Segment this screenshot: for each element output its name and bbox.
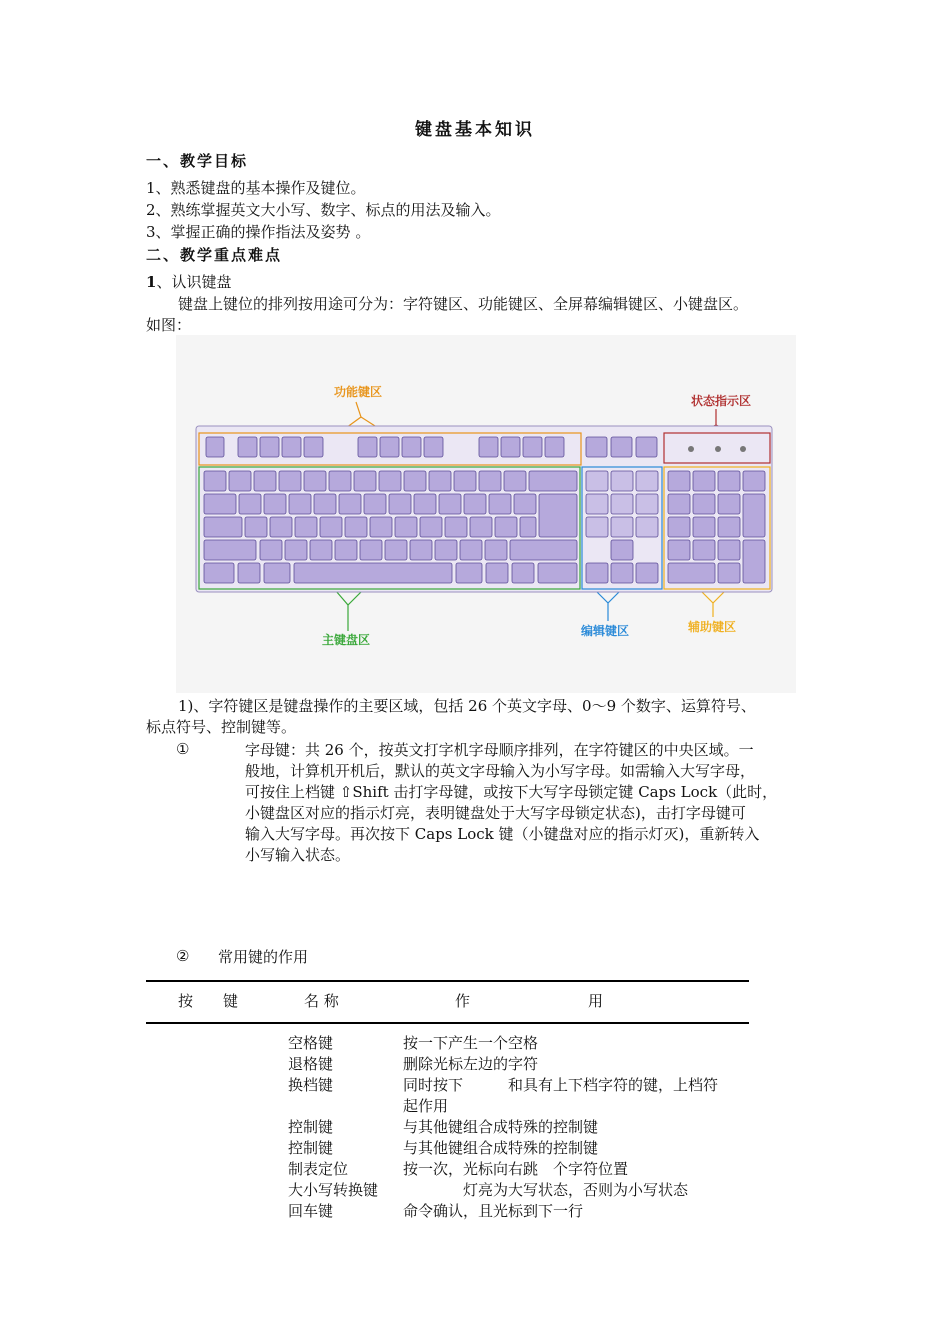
keyboard-key	[743, 494, 765, 537]
keyboard-key	[445, 517, 467, 537]
common-keys-heading: 常用键的作用	[218, 948, 309, 966]
keyboard-key	[495, 517, 517, 537]
key-name: 大小写转换键	[288, 1181, 379, 1199]
keyboard-key	[282, 437, 301, 457]
keyboard-key	[718, 494, 740, 514]
keyboard-key	[279, 471, 301, 491]
keyboard-key	[320, 517, 342, 537]
key-name: 控制键	[288, 1118, 334, 1136]
subheading-text: 、认识键盘	[156, 273, 232, 291]
keyboard-key	[586, 471, 608, 491]
indicator-light	[688, 446, 694, 452]
keyboard-key	[289, 494, 311, 514]
table-row	[288, 1075, 719, 1096]
edit-zone-pointer	[608, 591, 620, 603]
keyboard-diagram	[176, 335, 796, 693]
keyboard-key	[586, 494, 608, 514]
keyboard-key	[743, 540, 765, 583]
keyboard-key	[204, 540, 256, 560]
subheading-keyboard	[146, 272, 231, 293]
table-header-function-2: 用	[588, 992, 604, 1010]
keyboard-key	[238, 437, 257, 457]
keyboard-key	[204, 494, 236, 514]
keyboard-key	[380, 437, 399, 457]
key-function: 按一下产生一个空格	[403, 1034, 539, 1052]
key-function: 命令确认，且光标到下一行	[403, 1202, 584, 1220]
goal-item: 2、熟练掌握英文大小写、数字、标点的用法及输入。	[146, 201, 501, 219]
function-zone-label: 功能键区	[334, 385, 383, 399]
keyboard-key	[693, 517, 715, 537]
indicator-light	[740, 446, 746, 452]
keyboard-key	[424, 437, 443, 457]
keyboard-key	[668, 563, 715, 583]
keyboard-key	[636, 494, 658, 514]
keyboard-key	[204, 471, 226, 491]
keyboard-key	[510, 540, 577, 560]
keyboard-key	[239, 494, 261, 514]
keyboard-key	[395, 517, 417, 537]
keyboard-key	[718, 540, 740, 560]
keyboard-key	[229, 471, 251, 491]
section-heading-keypoints: 二、教学重点难点	[146, 246, 283, 264]
table-row	[288, 1096, 449, 1117]
keyboard-key	[364, 494, 386, 514]
keyboard-key	[294, 563, 452, 583]
keyboard-key	[379, 471, 401, 491]
list-marker: ①	[176, 740, 190, 758]
keyboard-key	[460, 540, 482, 560]
indicator-light	[715, 446, 721, 452]
keyboard-key	[489, 494, 511, 514]
keyboard-key	[504, 471, 526, 491]
keyboard-key	[636, 517, 658, 537]
keyboard-key	[693, 471, 715, 491]
table-body	[288, 1033, 719, 1222]
keyboard-key	[718, 471, 740, 491]
page-title: 键盘基本知识	[415, 120, 535, 140]
text-line: 可按住上档键 ⇧Shift 击打字母键，或按下大写字母锁定键 Caps Lock（此时，	[245, 783, 778, 801]
keyboard-key	[611, 494, 633, 514]
keyboard-key	[611, 517, 633, 537]
keyboard-key	[429, 471, 451, 491]
keyboard-key	[385, 540, 407, 560]
keyboard-key	[718, 563, 740, 583]
key-function: 与其他键组合成特殊的控制键	[403, 1139, 599, 1157]
keyboard-key	[206, 437, 224, 457]
keyboard-key	[345, 517, 367, 537]
text-line: 输入大写字母。再次按下 Caps Lock 键（小键盘对应的指示灯灭)，重新转入	[245, 825, 760, 843]
keyboard-key	[539, 494, 577, 537]
key-function: 按一次，光标向右跳 个字符位置	[403, 1160, 629, 1178]
keyboard-key	[370, 517, 392, 537]
keyboard-key	[464, 494, 486, 514]
table-row	[288, 1138, 599, 1159]
letter-keys-description	[245, 740, 810, 866]
status-zone-label: 状态指示区	[691, 394, 752, 408]
table-row	[288, 1033, 539, 1054]
main-zone-pointer	[348, 591, 362, 605]
keyboard-key	[358, 437, 377, 457]
key-name: 回车键	[288, 1202, 334, 1220]
keyboard-key	[501, 437, 520, 457]
keyboard-key	[354, 471, 376, 491]
keyboard-key	[611, 471, 633, 491]
keyboard-key	[404, 471, 426, 491]
keyboard-key	[264, 494, 286, 514]
table-row	[288, 1180, 689, 1201]
table-row	[288, 1159, 629, 1180]
keyboard-key	[304, 437, 323, 457]
main-zone-label: 主键盘区	[322, 633, 371, 647]
paragraph-char-zone: 1)、字符键区是键盘操作的主要区域，包括 26 个英文字母、0～9 个数字、运算符号、	[178, 697, 756, 715]
keyboard-key	[636, 437, 657, 457]
keyboard-key	[435, 540, 457, 560]
edit-zone-label: 编辑键区	[581, 624, 630, 638]
keyboard-key	[545, 437, 564, 457]
goal-item: 1、熟悉键盘的基本操作及键位。	[146, 179, 366, 197]
keyboard-key	[335, 540, 357, 560]
keyboard-key	[538, 563, 577, 583]
keyboard-key	[586, 563, 608, 583]
table-row	[288, 1054, 539, 1075]
keyboard-key	[264, 563, 290, 583]
keyboard-key	[485, 540, 507, 560]
keyboard-key	[285, 540, 307, 560]
keyboard-key	[254, 471, 276, 491]
keyboard-key	[514, 494, 536, 514]
table-row	[288, 1201, 584, 1222]
keyboard-key	[260, 540, 282, 560]
keyboard-key	[339, 494, 361, 514]
keyboard-key	[743, 471, 765, 491]
keyboard-figure	[176, 335, 796, 693]
key-function: 灯亮为大写状态，否则为小写状态	[403, 1181, 689, 1199]
keyboard-key	[520, 517, 536, 537]
keyboard-key	[204, 563, 234, 583]
paragraph-char-zone-cont: 标点符号、控制键等。	[146, 718, 297, 736]
key-function: 同时按下 和具有上下档字符的键，上档符	[403, 1076, 719, 1094]
keyboard-key	[611, 437, 632, 457]
table-header-key: 按 键	[178, 992, 239, 1010]
table-header-function: 作	[455, 992, 471, 1010]
keyboard-key	[479, 437, 498, 457]
keyboard-key	[238, 563, 260, 583]
keyboard-key	[586, 437, 607, 457]
aux-zone-pointer	[701, 591, 713, 617]
aux-zone-label: 辅助键区	[688, 620, 737, 634]
table-header-rule	[146, 1022, 749, 1024]
list-marker: ②	[176, 947, 190, 965]
keyboard-key	[204, 517, 242, 537]
key-name: 退格键	[288, 1055, 334, 1073]
key-name: 制表定位	[288, 1160, 349, 1178]
keyboard-key	[523, 437, 542, 457]
subheading-number: 1	[146, 273, 157, 291]
keyboard-key	[470, 517, 492, 537]
keyboard-key	[314, 494, 336, 514]
main-zone-pointer	[336, 591, 348, 631]
text-line: 小写输入状态。	[245, 846, 351, 864]
text-line: 小键盘区对应的指示灯亮，表明键盘处于大写字母锁定状态)，击打字母键可	[245, 804, 746, 822]
key-function: 与其他键组合成特殊的控制键	[403, 1118, 599, 1136]
text-line: 字母键：共 26 个，按英文打字机字母顺序排列，在字符键区的中央区域。一	[245, 741, 754, 759]
keyboard-key	[611, 540, 633, 560]
keyboard-key	[668, 471, 690, 491]
text-line: 般地，计算机开机后，默认的英文字母输入为小写字母。如需输入大写字母，	[245, 762, 756, 780]
keyboard-key	[420, 517, 442, 537]
intro-paragraph-end: 如图：	[146, 316, 192, 334]
keyboard-key	[718, 517, 740, 537]
keyboard-key	[454, 471, 476, 491]
keyboard-key	[693, 540, 715, 560]
keyboard-key	[304, 471, 326, 491]
keyboard-key	[636, 471, 658, 491]
keyboard-key	[529, 471, 577, 491]
keyboard-key	[329, 471, 351, 491]
keyboard-key	[245, 517, 267, 537]
keyboard-key	[668, 540, 690, 560]
keyboard-key	[479, 471, 501, 491]
keyboard-key	[668, 517, 690, 537]
keyboard-key	[668, 494, 690, 514]
key-name: 控制键	[288, 1139, 334, 1157]
keyboard-key	[636, 563, 658, 583]
table-top-rule	[146, 980, 749, 982]
keyboard-key	[389, 494, 411, 514]
edit-zone-pointer	[596, 591, 608, 621]
goal-item: 3、掌握正确的操作指法及姿势 。	[146, 223, 371, 241]
keyboard-key	[611, 563, 633, 583]
keyboard-key	[270, 517, 292, 537]
key-function: 起作用	[403, 1097, 449, 1115]
keyboard-key	[486, 563, 508, 583]
keyboard-key	[693, 494, 715, 514]
keyboard-key	[410, 540, 432, 560]
table-row	[288, 1117, 599, 1138]
table-header-name: 名 称	[304, 992, 339, 1010]
key-function: 删除光标左边的字符	[403, 1055, 539, 1073]
keyboard-key	[402, 437, 421, 457]
section-heading-goals: 一、教学目标	[146, 152, 249, 170]
keyboard-key	[414, 494, 436, 514]
keyboard-key	[586, 517, 608, 537]
intro-paragraph: 键盘上键位的排列按用途可分为：字符键区、功能键区、全屏幕编辑键区、小键盘区。	[178, 295, 749, 313]
keyboard-key	[295, 517, 317, 537]
keyboard-key	[439, 494, 461, 514]
keyboard-key	[310, 540, 332, 560]
keyboard-key	[260, 437, 279, 457]
key-name: 换档键	[288, 1076, 334, 1094]
keyboard-key	[360, 540, 382, 560]
aux-zone-pointer	[713, 591, 725, 603]
keyboard-key	[456, 563, 482, 583]
keyboard-key	[512, 563, 534, 583]
key-name: 空格键	[288, 1034, 334, 1052]
